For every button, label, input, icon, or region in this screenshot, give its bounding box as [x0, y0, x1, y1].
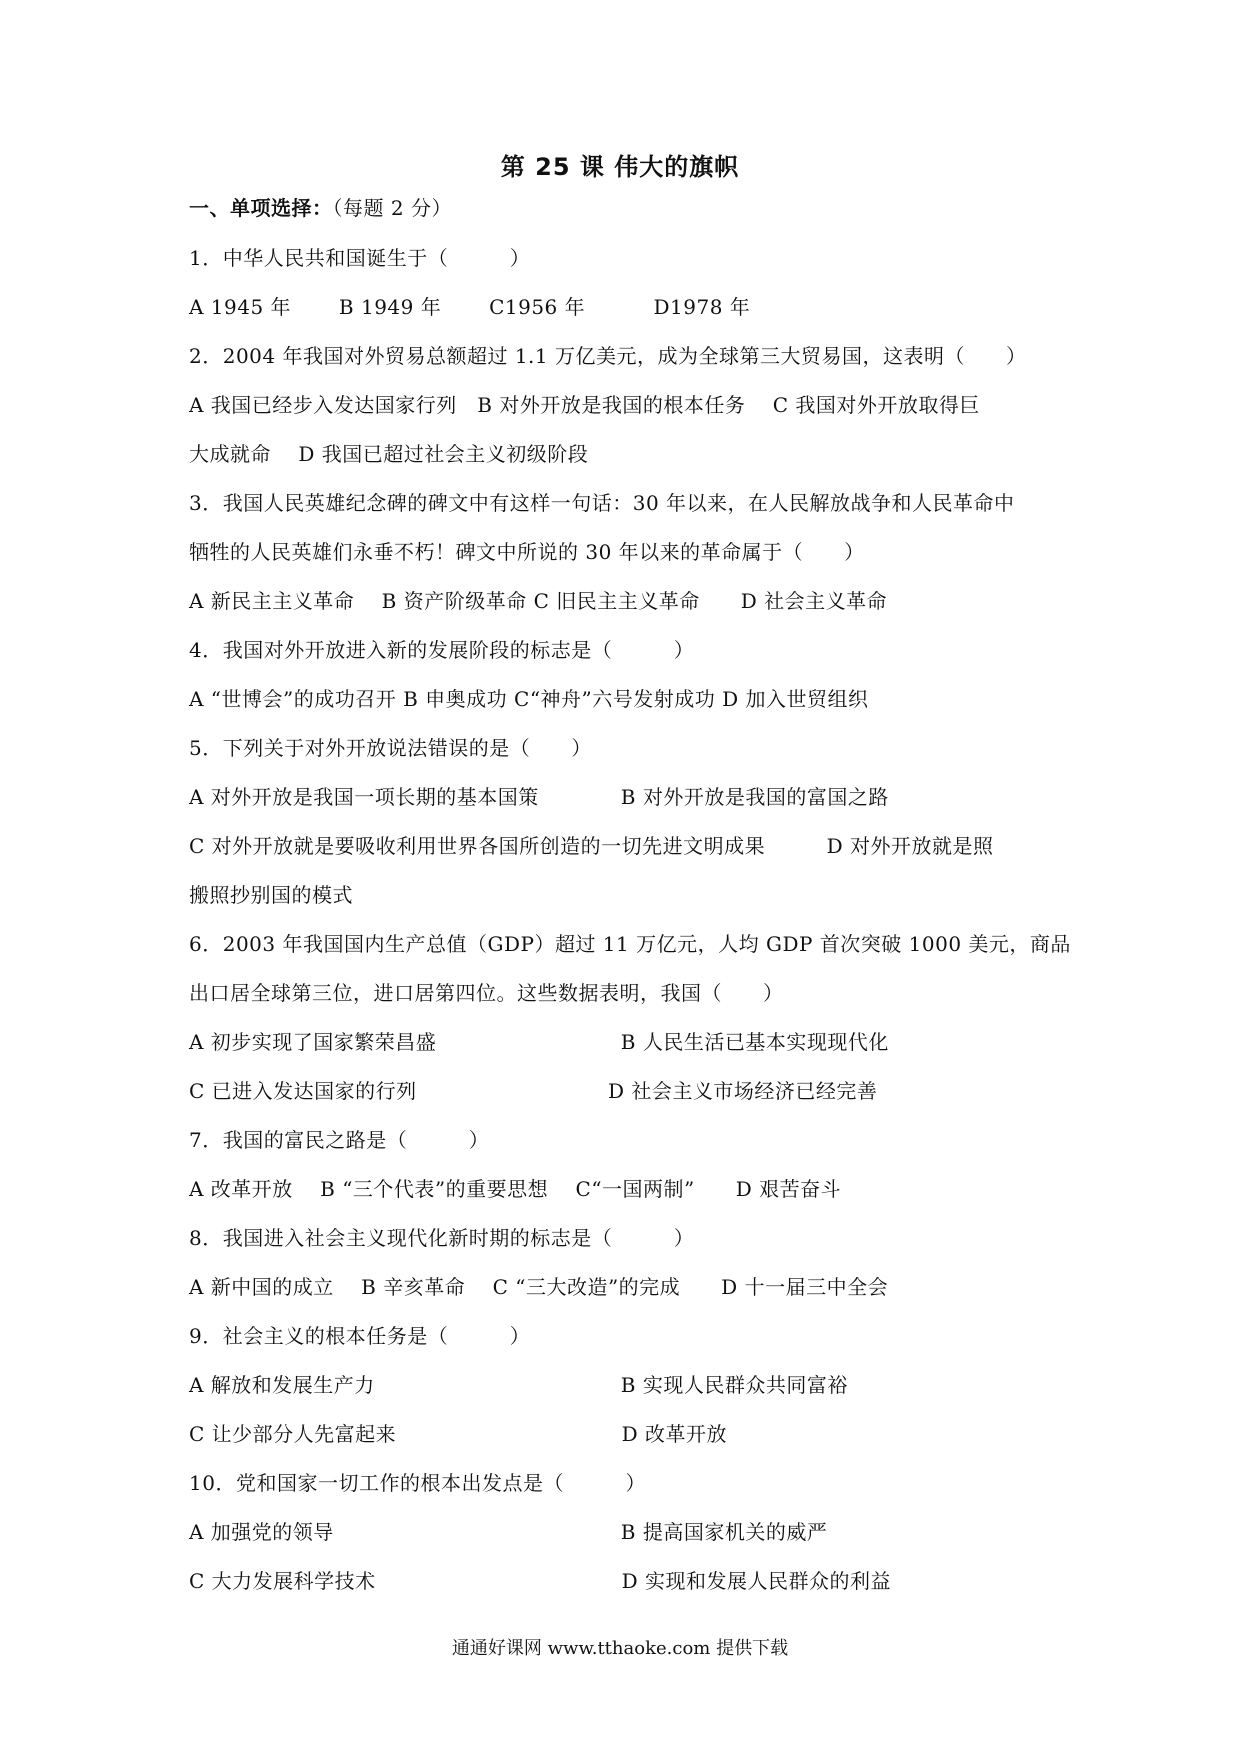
question-9-options-cont: C 让少部分人先富起来 D 改革开放: [189, 1422, 728, 1446]
question-4-options: A “世博会”的成功召开 B 申奥成功 C“神舟”六号发射成功 D 加入世贸组织: [189, 687, 869, 711]
question-4: 4．我国对外开放进入新的发展阶段的标志是（ ）: [189, 638, 695, 662]
question-1: 1．中华人民共和国诞生于（ ）: [189, 246, 531, 270]
page-footer: 通通好课网 www.tthaoke.com 提供下载: [451, 1638, 789, 1659]
question-1-options: A 1945 年 B 1949 年 C1956 年 D1978 年: [189, 295, 751, 319]
question-10-options: A 加强党的领导 B 提高国家机关的威严: [189, 1520, 828, 1544]
question-7: 7．我国的富民之路是（ ）: [189, 1128, 490, 1152]
question-6: 6．2003 年我国国内生产总值（GDP）超过 11 万亿元，人均 GDP 首次突破 1000 美元，商品: [189, 932, 1071, 956]
question-5-options-cont: C 对外开放就是要吸收利用世界各国所创造的一切先进文明成果 D 对外开放就是照: [189, 834, 994, 858]
section-heading: [189, 193, 452, 223]
question-5: 5．下列关于对外开放说法错误的是（ ）: [189, 736, 592, 760]
question-9: 9．社会主义的根本任务是（ ）: [189, 1324, 531, 1348]
question-7-options: A 改革开放 B “三个代表”的重要思想 C“一国两制” D 艰苦奋斗: [189, 1177, 842, 1201]
question-9-options: A 解放和发展生产力 B 实现人民群众共同富裕: [189, 1373, 848, 1397]
question-2-options-cont: 大成就命 D 我国已超过社会主义初级阶段: [189, 442, 589, 466]
question-6-options: A 初步实现了国家繁荣昌盛 B 人民生活已基本实现现代化: [189, 1030, 889, 1054]
question-8: 8．我国进入社会主义现代化新时期的标志是（ ）: [189, 1226, 695, 1250]
question-3-cont: 牺牲的人民英雄们永垂不朽！碑文中所说的 30 年以来的革命属于（ ）: [189, 540, 865, 564]
question-2: 2．2004 年我国对外贸易总额超过 1.1 万亿美元，成为全球第三大贸易国，这表明（ ）: [189, 344, 1027, 368]
section-points: （每题 2 分）: [332, 196, 452, 220]
question-8-options: A 新中国的成立 B 辛亥革命 C “三大改造”的完成 D 十一届三中全会: [189, 1275, 889, 1299]
question-6-cont: 出口居全球第三位，进口居第四位。这些数据表明，我国（ ）: [189, 981, 784, 1005]
question-2-options: A 我国已经步入发达国家行列 B 对外开放是我国的根本任务 C 我国对外开放取得巨: [189, 393, 980, 417]
question-5-options-cont2: 搬照抄别国的模式: [189, 883, 353, 907]
page-title: 第 25 课 伟大的旗帜: [500, 153, 740, 181]
question-6-options-cont: C 已进入发达国家的行列 D 社会主义市场经济已经完善: [189, 1079, 878, 1103]
question-3-options: A 新民主主义革命 B 资产阶级革命 C 旧民主主义革命 D 社会主义革命: [189, 589, 888, 613]
section-heading-label: 一、单项选择：: [189, 196, 333, 220]
question-5-options: A 对外开放是我国一项长期的基本国策 B 对外开放是我国的富国之路: [189, 785, 889, 809]
question-10-options-cont: C 大力发展科学技术 D 实现和发展人民群众的利益: [189, 1569, 892, 1593]
question-3: 3．我国人民英雄纪念碑的碑文中有这样一句话：30 年以来，在人民解放战争和人民革命中: [189, 491, 1015, 515]
question-10: 10．党和国家一切工作的根本出发点是（ ）: [189, 1471, 646, 1495]
